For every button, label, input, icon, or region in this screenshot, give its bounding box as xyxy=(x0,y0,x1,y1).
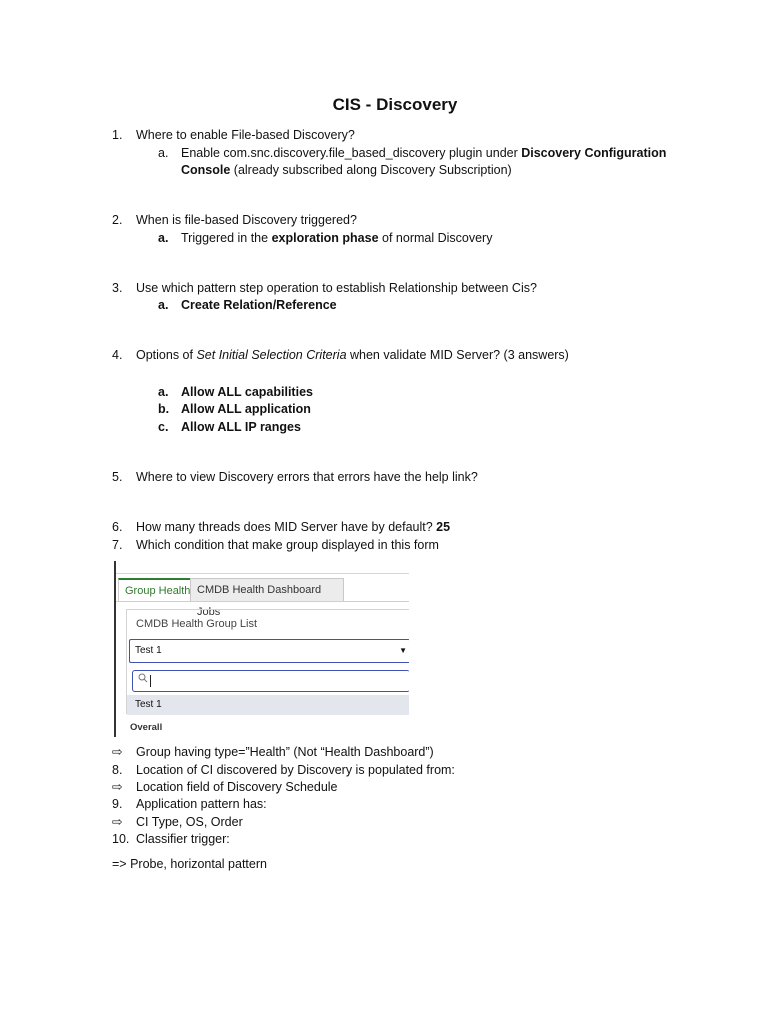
q4-answer-label: a. xyxy=(158,385,169,399)
option-label: Test 1 xyxy=(135,699,162,710)
group-select[interactable] xyxy=(129,639,409,663)
q5-text: Where to view Discovery errors that errors have the help link? xyxy=(136,470,478,484)
q4-answer-label: b. xyxy=(158,402,170,416)
q7-text: Which condition that make group displayed in this form xyxy=(136,538,439,552)
q4-italic: Set Initial Selection Criteria xyxy=(196,348,347,362)
arrow-icon: ⇨ xyxy=(112,815,123,829)
q4-answer-text: Allow ALL capabilities xyxy=(181,385,313,399)
q1-answer-label: a. xyxy=(158,146,169,160)
text-cursor xyxy=(150,675,151,687)
q10-text: Classifier trigger: xyxy=(136,832,230,846)
q4-post: when validate MID Server? (3 answers) xyxy=(346,348,569,362)
q6-text: How many threads does MID Server have by default? xyxy=(136,520,437,534)
tab-cmdb-health-dashboard-jobs[interactable]: CMDB Health Dashboard Jobs xyxy=(190,578,344,602)
select-value: Test 1 xyxy=(135,645,162,656)
embedded-screenshot xyxy=(114,561,409,737)
overall-label: Overall xyxy=(130,722,163,733)
q10-number: 10. xyxy=(112,832,130,846)
q6-number: 6. xyxy=(112,520,123,534)
q4-number: 4. xyxy=(112,348,123,362)
q8-number: 8. xyxy=(112,763,123,777)
q1-text: Where to enable File-based Discovery? xyxy=(136,128,355,142)
final-answer: => Probe, horizontal pattern xyxy=(112,857,267,871)
q4-answer-label: c. xyxy=(158,420,169,434)
q3-answer-text: Create Relation/Reference xyxy=(181,298,337,312)
q2-answer-post: of normal Discovery xyxy=(378,231,493,245)
q3-answer-label: a. xyxy=(158,298,169,312)
q5-number: 5. xyxy=(112,470,123,484)
answer-9-text: CI Type, OS, Order xyxy=(136,815,243,829)
q1-answer-post: (already subscribed along Discovery Subscription) xyxy=(230,163,512,177)
answer-8-text: Location field of Discovery Schedule xyxy=(136,780,338,794)
divider xyxy=(116,573,409,574)
dropdown-option[interactable] xyxy=(127,695,409,715)
arrow-icon: ⇨ xyxy=(112,780,123,794)
q9-number: 9. xyxy=(112,797,123,811)
q2-number: 2. xyxy=(112,213,123,227)
q1-number: 1. xyxy=(112,128,123,142)
search-input[interactable] xyxy=(132,670,409,692)
q3-text: Use which pattern step operation to establish Relationship between Cis? xyxy=(136,281,537,295)
q3-number: 3. xyxy=(112,281,123,295)
q1-answer-bold-2: Console xyxy=(181,163,231,177)
arrow-icon: ⇨ xyxy=(112,745,123,759)
q4-answer-text: Allow ALL application xyxy=(181,402,311,416)
q2-text: When is file-based Discovery triggered? xyxy=(136,213,357,227)
search-icon xyxy=(138,671,148,691)
q1-answer-bold: Discovery Configuration xyxy=(521,146,667,160)
q1-answer-text: Enable com.snc.discovery.file_based_discovery plugin under xyxy=(181,146,522,160)
q4-answer-text: Allow ALL IP ranges xyxy=(181,420,301,434)
answer-7-text: Group having type=”Health” (Not “Health Dashboard”) xyxy=(136,745,434,759)
q2-answer-label: a. xyxy=(158,231,169,245)
q2-answer-pre: Triggered in the xyxy=(181,231,272,245)
page-title: CIS - Discovery xyxy=(332,95,458,114)
q9-text: Application pattern has: xyxy=(136,797,267,811)
q4-pre: Options of xyxy=(136,348,197,362)
panel-label: CMDB Health Group List xyxy=(136,618,258,630)
divider xyxy=(116,601,409,602)
tab-group-health[interactable]: Group Health xyxy=(118,578,198,602)
q2-answer-bold: exploration phase xyxy=(271,231,379,245)
q7-number: 7. xyxy=(112,538,123,552)
q6-answer: 25 xyxy=(436,520,451,534)
chevron-down-icon: ▼ xyxy=(399,646,407,655)
q8-text: Location of CI discovered by Discovery is populated from: xyxy=(136,763,455,777)
